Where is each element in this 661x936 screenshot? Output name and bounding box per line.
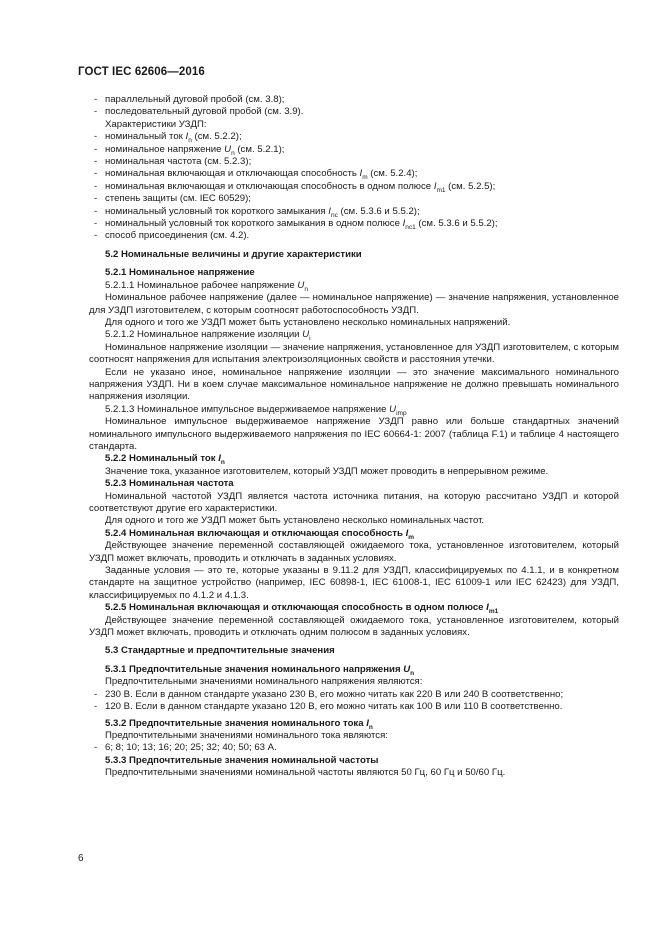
list-item: - номинальная включающая и отключающая способность в одном полюсе $I_{m1}$ (см. 5.2.5);	[94, 180, 496, 194]
document-body	[89, 94, 619, 780]
list-item: - 230 В. Если в данном стандарте указано 230 В, его можно читать как 220 В или 240 В соответственно;	[94, 688, 564, 700]
list-item: - 6; 8; 10; 13; 16; 20; 25; 32; 40; 50; 63 А.	[94, 742, 277, 754]
paragraph: Предпочтительными значениями номинальной частоты являются 50 Гц, 60 Гц и 50/60 Гц.	[105, 767, 506, 779]
subsection-heading-5-2-1-2: 5.2.1.2 Номинальное напряжение изоляции $U_i$	[105, 329, 311, 343]
paragraph: Номинальное импульсное выдерживаемое напряжение УЗДП равно или больше стандартных значений номинального импульсного выдерживаемого напряжения по IEC 60664-1: 2007 (таблица F.1) и таблице 4 настоящего стандарта.	[89, 416, 619, 452]
list-item: - номинальное напряжение $U_n$ (см. 5.2.1);	[94, 143, 285, 157]
list-item: - номинальная включающая и отключающая способность $I_m$ (см. 5.2.4);	[94, 168, 418, 182]
list-item: - номинальный условный ток короткого замыкания в одном полюсе $I_{nc1}$ (см. 5.3.6 и 5.5.2);	[94, 218, 498, 231]
subsection-heading-5-2-1-1: 5.2.1.1 Номинальное рабочее напряжение $U_n$	[105, 279, 308, 293]
section-heading-5-2-3: 5.2.3 Номинальная частота	[105, 478, 234, 490]
section-heading-5-3: 5.3 Стандартные и предпочтительные значения	[105, 645, 335, 657]
section-heading-5-2-5: 5.2.5 Номинальная включающая и отключающая способность в одном полюсе $I_{m1}$	[105, 602, 499, 616]
list-item: - номинальный ток $I_n$ (см. 5.2.2);	[94, 131, 242, 145]
paragraph: Номинальное напряжение изоляции — значение напряжения, установленное для УЗДП изготовителем, с которым соотносят напряжения для испытания электроизоляционных свойств и расстояния утечки.	[89, 341, 619, 366]
section-heading-5-2: 5.2 Номинальные величины и другие характеристики	[105, 248, 362, 260]
section-heading-5-2-2: 5.2.2 Номинальный ток $I_n$	[105, 453, 225, 467]
paragraph: Действующее значение переменной составляющей ожидаемого тока, установленное изготовителем, который УЗДП может включать, проводить и отключать в заданных условиях.	[89, 540, 619, 564]
paragraph: Предпочтительными значениями номинального напряжения являются:	[105, 676, 423, 688]
paragraph: Если не указано иное, номинальное напряжение изоляции — это значение максимального номинального напряжения УЗДП. Ни в коем случае максимальное номинальное напряжение не должно превышать номинального напряжения изоляции.	[89, 366, 619, 403]
section-heading-5-3-2: 5.3.2 Предпочтительные значения номинального тока $I_n$	[105, 717, 373, 731]
section-heading-5-2-4: 5.2.4 Номинальная включающая и отключающая способность $I_m$	[105, 527, 415, 541]
list-item: - номинальная частота (см. 5.2.3);	[94, 156, 252, 168]
section-heading-5-2-1: 5.2.1 Номинальное напряжение	[105, 267, 255, 279]
paragraph: Значение тока, указанное изготовителем, который УЗДП может проводить в непрерывном режиме.	[105, 465, 549, 477]
characteristics-heading: Характеристики УЗДП:	[105, 118, 207, 130]
list-item: - степень защиты (см. IEC 60529);	[94, 193, 251, 205]
paragraph: Предпочтительными значениями номинального тока являются:	[105, 729, 388, 741]
document-header: ГОСТ IEC 62606—2016	[78, 66, 205, 78]
page-number: 6	[78, 853, 84, 864]
section-heading-5-3-1: 5.3.1 Предпочтительные значения номинального напряжения $U_n$	[105, 663, 415, 677]
paragraph: Действующее значение переменной составляющей ожидаемого тока, установленное изготовителем, который УЗДП может включать, проводить и отключать одним полюсом в заданных условиях.	[89, 614, 619, 639]
paragraph: Номинальное рабочее напряжение (далее — номинальное напряжение) — значение напряжения, установленное для УЗДП изготовителем, с которым соотносят работоспособность УЗДП.	[89, 292, 619, 316]
list-item: - параллельный дуговой пробой (см. 3.8);	[94, 94, 285, 105]
paragraph: Для одного и того же УЗДП может быть установлено несколько номинальных частот.	[105, 515, 485, 527]
list-item: - номинальный условный ток короткого замыкания $I_{nc}$ (см. 5.3.6 и 5.5.2);	[94, 205, 420, 219]
subsection-heading-5-2-1-3: 5.2.1.3 Номинальное импульсное выдерживаемое напряжение $U_{imp}$	[105, 403, 407, 417]
paragraph: Для одного и того же УЗДП может быть установлено несколько номинальных напряжений.	[105, 316, 511, 328]
list-item: - 120 В. Если в данном стандарте указано 120 В, его можно читать как 100 В или 110 В соответственно.	[94, 701, 563, 713]
paragraph: Номинальной частотой УЗДП является частота источника питания, на которую рассчитано УЗДП и которой соответствуют другие его характеристики.	[89, 490, 619, 514]
paragraph: Заданные условия — это те, которые указаны в 9.11.2 для УЗДП, классифицируемых по 4.1.1, и в конкретном стандарте на защитное устройство (например, IEC 60898-1, IEC 61008-1, IEC 61009-1 или IEC 62423) для УЗДП, классифицируемых по 4.1.2 и 4.1.3.	[89, 565, 619, 601]
list-item: - способ присоединения (см. 4.2).	[94, 230, 250, 242]
list-item: - последовательный дуговой пробой (см. 3.9).	[94, 106, 304, 118]
section-heading-5-3-3: 5.3.3 Предпочтительные значения номинальной частоты	[105, 754, 379, 766]
